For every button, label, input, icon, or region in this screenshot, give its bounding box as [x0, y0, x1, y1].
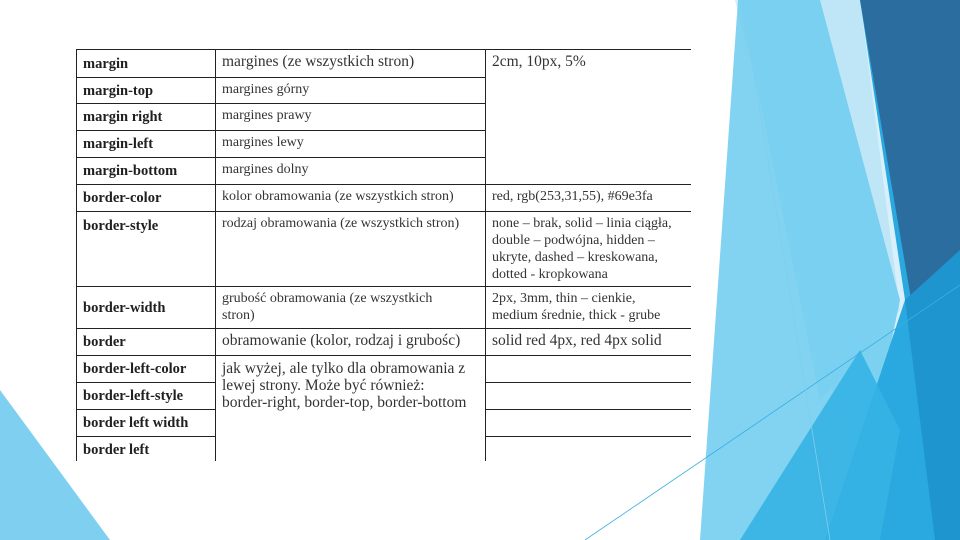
table-row [77, 185, 692, 212]
values-cell: 2cm, 10px, 5% [486, 50, 692, 185]
values-line: 2px, 3mm, thin – cienkie, [492, 291, 636, 306]
values-line: double – podwójna, hidden – [492, 233, 655, 248]
table-row [77, 287, 692, 329]
description-cell: margines (ze wszystkich stron) [216, 50, 486, 78]
values-cell: solid red 4px, red 4px solid [486, 329, 692, 356]
property-cell: margin-left [77, 131, 216, 158]
values-cell-empty [486, 383, 692, 410]
description-line: grubość obramowania (ze wszystkich [222, 291, 433, 306]
values-cell-empty [486, 410, 692, 437]
values-cell: red, rgb(253,31,55), #69e3fa [486, 185, 692, 212]
property-cell: border-color [77, 185, 216, 212]
table-row [77, 212, 692, 287]
side-note-cell [216, 356, 486, 462]
property-cell: border-left-color [77, 356, 216, 383]
values-line: medium średnie, thick - grube [492, 308, 661, 323]
description-cell: rodzaj obramowania (ze wszystkich stron) [216, 212, 486, 287]
property-cell: border-left-style [77, 383, 216, 410]
description-cell: kolor obramowania (ze wszystkich stron) [216, 185, 486, 212]
values-cell [486, 287, 692, 329]
property-cell: border [77, 329, 216, 356]
values-cell [486, 212, 692, 287]
values-line: none – brak, solid – linia ciągła, [492, 216, 672, 231]
description-cell [216, 287, 486, 329]
table-row [77, 356, 692, 383]
description-cell: margines dolny [216, 158, 486, 185]
values-cell-empty [486, 356, 692, 383]
values-line: dotted - kropkowana [492, 267, 608, 282]
table-row [77, 329, 692, 356]
property-cell: border left width [77, 410, 216, 437]
values-cell-empty [486, 437, 692, 462]
property-cell: margin [77, 50, 216, 78]
description-cell: margines lewy [216, 131, 486, 158]
description-cell: margines prawy [216, 104, 486, 131]
side-note-line: border-right, border-top, border-bottom [222, 394, 467, 411]
property-cell: border-width [77, 287, 216, 329]
property-cell: margin right [77, 104, 216, 131]
table-row [77, 50, 692, 78]
description-line: stron) [222, 308, 255, 323]
description-cell: margines górny [216, 78, 486, 104]
side-note-line: lewej strony. Może być również: [222, 377, 425, 394]
description-cell: obramowanie (kolor, rodzaj i grubośc) [216, 329, 486, 356]
side-note-line: jak wyżej, ale tylko dla obramowania z [222, 360, 466, 377]
values-line: ukryte, dashed – kreskowana, [492, 250, 659, 265]
property-cell: border left [77, 437, 216, 462]
property-cell: margin-top [77, 78, 216, 104]
property-cell: border-style [77, 212, 216, 287]
css-properties-table [76, 49, 691, 461]
properties-table [76, 49, 691, 461]
property-cell: margin-bottom [77, 158, 216, 185]
